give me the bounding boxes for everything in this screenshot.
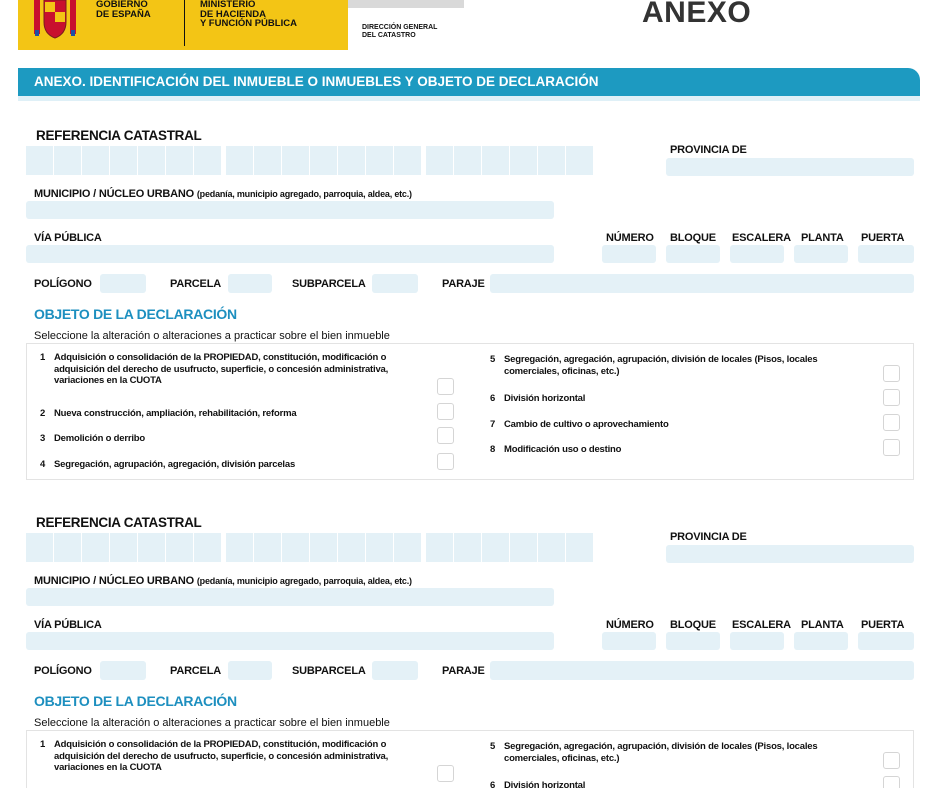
option-1-checkbox[interactable] (437, 378, 454, 395)
ref-cell[interactable] (194, 533, 222, 562)
ref-cell[interactable] (482, 533, 510, 562)
parcela-label: PARCELA (170, 278, 221, 290)
option-7: 7 Cambio de cultivo o aprovechamiento (490, 419, 669, 430)
municipio-field[interactable] (26, 201, 554, 219)
option-3-checkbox[interactable] (437, 427, 454, 444)
parcela-field[interactable] (228, 661, 272, 680)
numero-label: NÚMERO (606, 619, 654, 631)
seleccione-text: Seleccione la alteración o alteraciones a practicar sobre el bien inmueble (34, 717, 390, 729)
bloque-field[interactable] (666, 632, 720, 650)
option-1: 1 Adquisición o consolidación de la PROPIEDAD, constitución, modificación o adquisición del derecho de usufructo, superficie, o concesión administrativa, variaciones en la CUOTA (40, 739, 389, 773)
objeto-heading: OBJETO DE LA DECLARACIÓN (34, 693, 237, 709)
option-2-checkbox[interactable] (437, 403, 454, 420)
ref-cell[interactable] (426, 533, 454, 562)
ref-cell[interactable] (226, 146, 254, 175)
band-underline (18, 96, 920, 101)
poligono-field[interactable] (100, 661, 146, 680)
option-7-checkbox[interactable] (883, 414, 900, 431)
ref-cell[interactable] (110, 146, 138, 175)
ref-cell[interactable] (310, 146, 338, 175)
option-5: 5 Segregación, agregación, agrupación, división de locales (Pisos, locales comerciales, oficinas, etc.) (490, 741, 818, 764)
ref-cell[interactable] (394, 146, 422, 175)
option-5-checkbox[interactable] (883, 752, 900, 769)
option-1: 1 Adquisición o consolidación de la PROPIEDAD, constitución, modificación o adquisición del derecho de usufructo, superficie, o concesión administrativa, variaciones en la CUOTA (40, 352, 389, 386)
poligono-label: POLÍGONO (34, 278, 92, 290)
puerta-label: PUERTA (861, 232, 905, 244)
ref-cell[interactable] (482, 146, 510, 175)
parcela-field[interactable] (228, 274, 272, 293)
subparcela-field[interactable] (372, 274, 418, 293)
bloque-label: BLOQUE (670, 619, 716, 631)
paraje-label: PARAJE (442, 278, 485, 290)
municipio-label: MUNICIPIO / NÚCLEO URBANO (pedanía, municipio agregado, parroquia, aldea, etc.) (34, 188, 412, 200)
ref-cell[interactable] (54, 533, 82, 562)
option-4-checkbox[interactable] (437, 453, 454, 470)
referencia-label: REFERENCIA CATASTRAL (36, 515, 202, 530)
provincia-label: PROVINCIA DE (670, 531, 747, 543)
referencia-cells[interactable] (26, 146, 594, 175)
ref-cell[interactable] (366, 146, 394, 175)
option-6: 6 División horizontal (490, 780, 586, 788)
provincia-field[interactable] (666, 158, 914, 176)
escalera-label: ESCALERA (732, 619, 791, 631)
coat-of-arms-icon (32, 0, 78, 40)
subparcela-field[interactable] (372, 661, 418, 680)
ref-cell[interactable] (310, 533, 338, 562)
ref-cell[interactable] (394, 533, 422, 562)
property-section-1 (0, 124, 940, 514)
property-section-2 (0, 511, 940, 788)
option-1-checkbox[interactable] (437, 765, 454, 782)
via-label: VÍA PÚBLICA (34, 619, 102, 631)
via-field[interactable] (26, 632, 554, 650)
ref-cell[interactable] (454, 533, 482, 562)
ref-cell[interactable] (166, 146, 194, 175)
via-label: VÍA PÚBLICA (34, 232, 102, 244)
header-grey-bar (348, 0, 464, 8)
ref-cell[interactable] (254, 533, 282, 562)
ref-cell[interactable] (338, 146, 366, 175)
puerta-field[interactable] (858, 632, 914, 650)
numero-label: NÚMERO (606, 232, 654, 244)
ref-cell[interactable] (138, 533, 166, 562)
option-8-checkbox[interactable] (883, 439, 900, 456)
section-band-title: ANEXO. IDENTIFICACIÓN DEL INMUEBLE O INMUEBLES Y OBJETO DE DECLARACIÓN (18, 68, 920, 96)
poligono-label: POLÍGONO (34, 665, 92, 677)
ref-cell[interactable] (254, 146, 282, 175)
option-6-checkbox[interactable] (883, 776, 900, 788)
ref-cell[interactable] (566, 533, 594, 562)
ref-cell[interactable] (138, 146, 166, 175)
parcela-label: PARCELA (170, 665, 221, 677)
municipio-label: MUNICIPIO / NÚCLEO URBANO (pedanía, municipio agregado, parroquia, aldea, etc.) (34, 575, 412, 587)
planta-field[interactable] (794, 632, 848, 650)
provincia-label: PROVINCIA DE (670, 144, 747, 156)
ref-cell[interactable] (538, 533, 566, 562)
numero-field[interactable] (602, 245, 656, 263)
subparcela-label: SUBPARCELA (292, 278, 366, 290)
ref-cell[interactable] (226, 533, 254, 562)
ref-cell[interactable] (194, 146, 222, 175)
bloque-label: BLOQUE (670, 232, 716, 244)
gobierno-label: GOBIERNO DE ESPAÑA (96, 0, 151, 20)
option-5: 5 Segregación, agregación, agrupación, división de locales (Pisos, locales comerciales, oficinas, etc.) (490, 354, 818, 377)
option-2: 2 Nueva construcción, ampliación, rehabilitación, reforma (40, 408, 297, 419)
ref-cell[interactable] (510, 146, 538, 175)
escalera-field[interactable] (730, 245, 784, 263)
ref-cell[interactable] (454, 146, 482, 175)
option-8: 8 Modificación uso o destino (490, 444, 622, 455)
option-3: 3 Demolición o derribo (40, 433, 146, 444)
planta-label: PLANTA (801, 619, 844, 631)
option-4: 4 Segregación, agrupación, agregación, división parcelas (40, 459, 296, 470)
ref-cell[interactable] (82, 533, 110, 562)
planta-field[interactable] (794, 245, 848, 263)
option-6-checkbox[interactable] (883, 389, 900, 406)
paraje-field[interactable] (490, 274, 914, 293)
puerta-label: PUERTA (861, 619, 905, 631)
ref-cell[interactable] (54, 146, 82, 175)
municipio-field[interactable] (26, 588, 554, 606)
referencia-cells[interactable] (26, 533, 594, 562)
seleccione-text: Seleccione la alteración o alteraciones a practicar sobre el bien inmueble (34, 330, 390, 342)
ref-cell[interactable] (26, 533, 54, 562)
ref-cell[interactable] (510, 533, 538, 562)
provincia-field[interactable] (666, 545, 914, 563)
paraje-field[interactable] (490, 661, 914, 680)
header-divider (184, 0, 185, 46)
ref-cell[interactable] (282, 533, 310, 562)
escalera-label: ESCALERA (732, 232, 791, 244)
escalera-field[interactable] (730, 632, 784, 650)
ministerio-label: MINISTERIO DE HACIENDA Y FUNCIÓN PÚBLICA (200, 0, 297, 29)
option-5-checkbox[interactable] (883, 365, 900, 382)
direccion-label: DIRECCIÓN GENERAL DEL CATASTRO (362, 24, 438, 39)
ref-cell[interactable] (26, 146, 54, 175)
puerta-field[interactable] (858, 245, 914, 263)
numero-field[interactable] (602, 632, 656, 650)
poligono-field[interactable] (100, 274, 146, 293)
ref-cell[interactable] (110, 533, 138, 562)
bloque-field[interactable] (666, 245, 720, 263)
ref-cell[interactable] (166, 533, 194, 562)
subparcela-label: SUBPARCELA (292, 665, 366, 677)
ref-cell[interactable] (538, 146, 566, 175)
ref-cell[interactable] (426, 146, 454, 175)
paraje-label: PARAJE (442, 665, 485, 677)
objeto-heading: OBJETO DE LA DECLARACIÓN (34, 306, 237, 322)
anexo-title: ANEXO (642, 0, 752, 29)
ref-cell[interactable] (566, 146, 594, 175)
header-yellow-band (18, 0, 348, 50)
ref-cell[interactable] (82, 146, 110, 175)
ref-cell[interactable] (338, 533, 366, 562)
via-field[interactable] (26, 245, 554, 263)
option-6: 6 División horizontal (490, 393, 586, 404)
planta-label: PLANTA (801, 232, 844, 244)
ref-cell[interactable] (282, 146, 310, 175)
referencia-label: REFERENCIA CATASTRAL (36, 128, 202, 143)
ref-cell[interactable] (366, 533, 394, 562)
